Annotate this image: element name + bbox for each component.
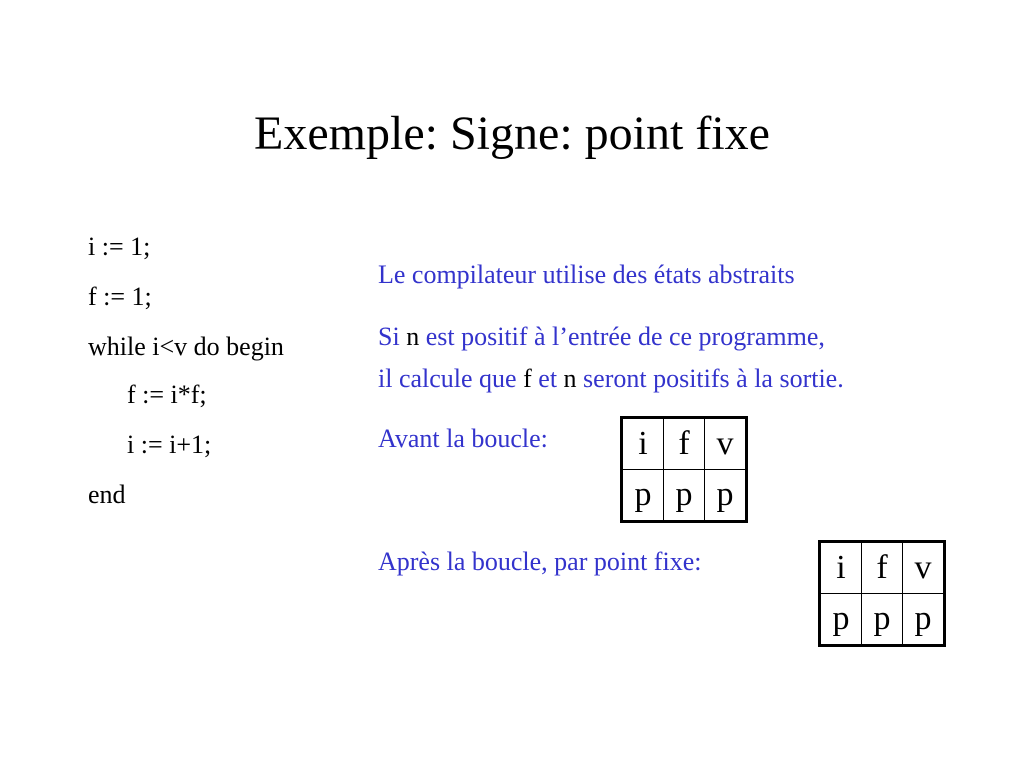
table-header-row bbox=[820, 542, 945, 594]
table-header-cell: i bbox=[622, 418, 664, 470]
table-value-cell: p bbox=[820, 594, 862, 646]
code-line: f := 1; bbox=[88, 282, 152, 311]
code-line: while i<v do begin bbox=[88, 332, 284, 361]
table-value-cell: p bbox=[622, 470, 664, 522]
table-value-row bbox=[820, 594, 945, 646]
text-fragment: est positif à l’entrée de ce programme, bbox=[425, 322, 825, 351]
table-value-cell: p bbox=[664, 470, 705, 522]
code-line: i := 1; bbox=[88, 232, 151, 261]
table-header-cell: f bbox=[862, 542, 903, 594]
explanation-line-2 bbox=[378, 322, 825, 352]
text-fragment: Si bbox=[378, 322, 400, 351]
table-value-row bbox=[622, 470, 747, 522]
variable-f: f bbox=[523, 364, 532, 393]
text-fragment: et bbox=[538, 364, 558, 393]
slide-title: Exemple: Signe: point fixe bbox=[254, 107, 770, 160]
explanation-line-1: Le compilateur utilise des états abstraits bbox=[378, 260, 795, 289]
before-loop-sign-table bbox=[620, 416, 748, 523]
text-fragment: seront positifs à la sortie. bbox=[583, 364, 844, 393]
table-header-cell: v bbox=[903, 542, 945, 594]
table-value-cell: p bbox=[862, 594, 903, 646]
table-value-cell: p bbox=[705, 470, 747, 522]
table-header-cell: i bbox=[820, 542, 862, 594]
text-fragment: il calcule que bbox=[378, 364, 517, 393]
table-header-row bbox=[622, 418, 747, 470]
variable-n: n bbox=[563, 364, 577, 393]
table-value-cell: p bbox=[903, 594, 945, 646]
variable-n: n bbox=[406, 322, 420, 351]
code-line: f := i*f; bbox=[127, 380, 207, 409]
code-line: end bbox=[88, 480, 126, 509]
before-loop-label: Avant la boucle: bbox=[378, 424, 548, 453]
after-loop-sign-table bbox=[818, 540, 946, 647]
code-line: i := i+1; bbox=[127, 430, 212, 459]
explanation-line-3 bbox=[378, 364, 844, 394]
after-loop-label: Après la boucle, par point fixe: bbox=[378, 547, 702, 576]
table-header-cell: v bbox=[705, 418, 747, 470]
table-header-cell: f bbox=[664, 418, 705, 470]
